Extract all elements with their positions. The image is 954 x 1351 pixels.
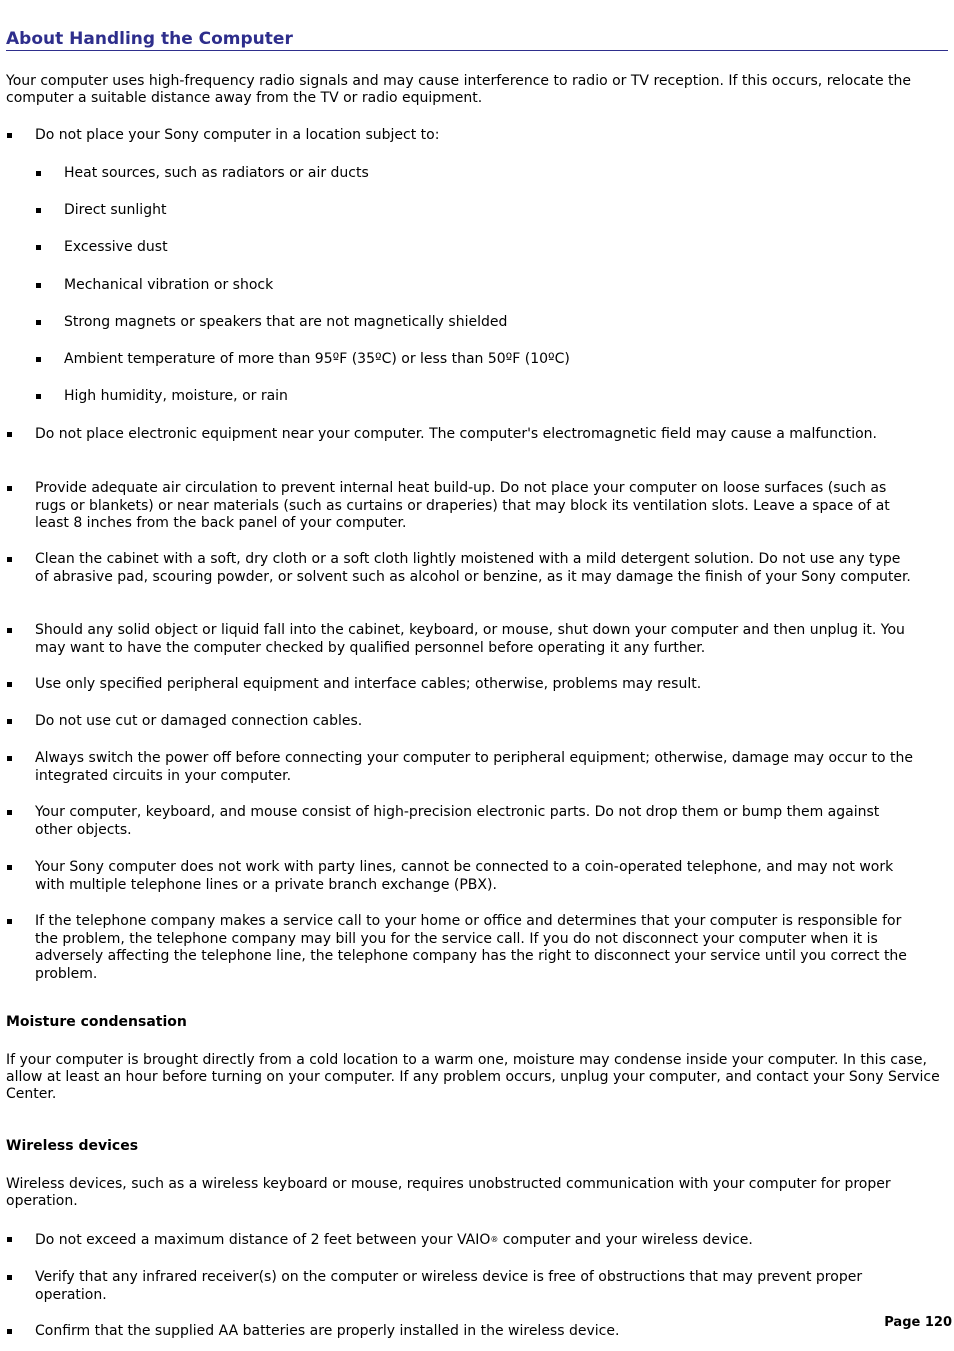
list-item: Provide adequate air circulation to prevent internal heat build-up. Do not place your computer on loose surfaces (such as rugs or blankets) or near materials (such as curtains or draperies) that may block its ventilation slots. Leave a space of at least 8 inches from the back panel of your computer.	[35, 480, 915, 533]
list-item: Use only specified peripheral equipment and interface cables; otherwise, problems may result.	[35, 676, 915, 694]
list-item-location-lead: Do not place your Sony computer in a location subject to:	[35, 127, 915, 145]
list-item: If the telephone company makes a service call to your home or office and determines that your computer is responsible for the problem, the telephone company may bill you for the service call. If you do not disconnect your computer when it is adversely affecting the telephone line, the telephone company has the right to disconnect your service until you correct the problem.	[35, 913, 915, 983]
wireless-paragraph: Wireless devices, such as a wireless keyboard or mouse, requires unobstructed communication with your computer for proper operation.	[6, 1176, 891, 1209]
moisture-heading: Moisture condensation	[6, 1014, 187, 1030]
list-item-wireless-distance	[35, 1231, 915, 1250]
intro-paragraph: Your computer uses high-frequency radio signals and may cause interference to radio or TV reception. If this occurs, relocate the computer a suitable distance away from the TV or radio equipment.	[6, 73, 912, 106]
list-item: Your computer, keyboard, and mouse consist of high-precision electronic parts. Do not drop them or bump them against other objects.	[35, 804, 915, 839]
sub-list-item: Excessive dust	[64, 239, 924, 257]
wireless-item-text: Do not exceed a maximum distance of 2 feet between your VAIO	[35, 1232, 491, 1248]
list-item: Do not place electronic equipment near your computer. The computer's electromagnetic field may cause a malfunction.	[35, 426, 915, 444]
list-item: Your Sony computer does not work with party lines, cannot be connected to a coin-operated telephone, and may not work with multiple telephone lines or a private branch exchange (PBX).	[35, 859, 915, 894]
list-item: Should any solid object or liquid fall into the cabinet, keyboard, or mouse, shut down your computer and then unplug it. You may want to have the computer checked by qualified personnel before operating it any further.	[35, 622, 915, 657]
list-item-wireless-batteries: Confirm that the supplied AA batteries are properly installed in the wireless device.	[35, 1323, 915, 1341]
moisture-paragraph: If your computer is brought directly from a cold location to a warm one, moisture may condense inside your computer. In this case, allow at least an hour before turning on your computer. If any problem occurs, unplug your computer, and contact your Sony Service Center.	[6, 1052, 940, 1102]
sub-list-item: High humidity, moisture, or rain	[64, 388, 924, 406]
list-item: Clean the cabinet with a soft, dry cloth or a soft cloth lightly moistened with a mild detergent solution. Do not use any type of abrasive pad, scouring powder, or solvent such as alcohol or benzine, as it may damage the finish of your Sony computer.	[35, 551, 915, 586]
page-title: About Handling the Computer	[6, 29, 948, 51]
wireless-item-text: computer and your wireless device.	[498, 1232, 753, 1248]
sub-list-item: Heat sources, such as radiators or air ducts	[64, 165, 924, 183]
sub-list-item: Direct sunlight	[64, 202, 924, 220]
wireless-heading: Wireless devices	[6, 1138, 139, 1154]
page-number: Page 120	[884, 1315, 952, 1330]
sub-list-item: Strong magnets or speakers that are not magnetically shielded	[64, 314, 924, 332]
sub-list-item: Ambient temperature of more than 95ºF (35ºC) or less than 50ºF (10ºC)	[64, 351, 924, 369]
list-item: Do not use cut or damaged connection cables.	[35, 713, 915, 731]
sub-list-item: Mechanical vibration or shock	[64, 277, 924, 295]
registered-mark: ®	[490, 1235, 499, 1244]
list-item-wireless-infrared: Verify that any infrared receiver(s) on the computer or wireless device is free of obstructions that may prevent proper operation.	[35, 1269, 915, 1304]
list-item: Always switch the power off before connecting your computer to peripheral equipment; otherwise, damage may occur to the integrated circuits in your computer.	[35, 750, 915, 785]
